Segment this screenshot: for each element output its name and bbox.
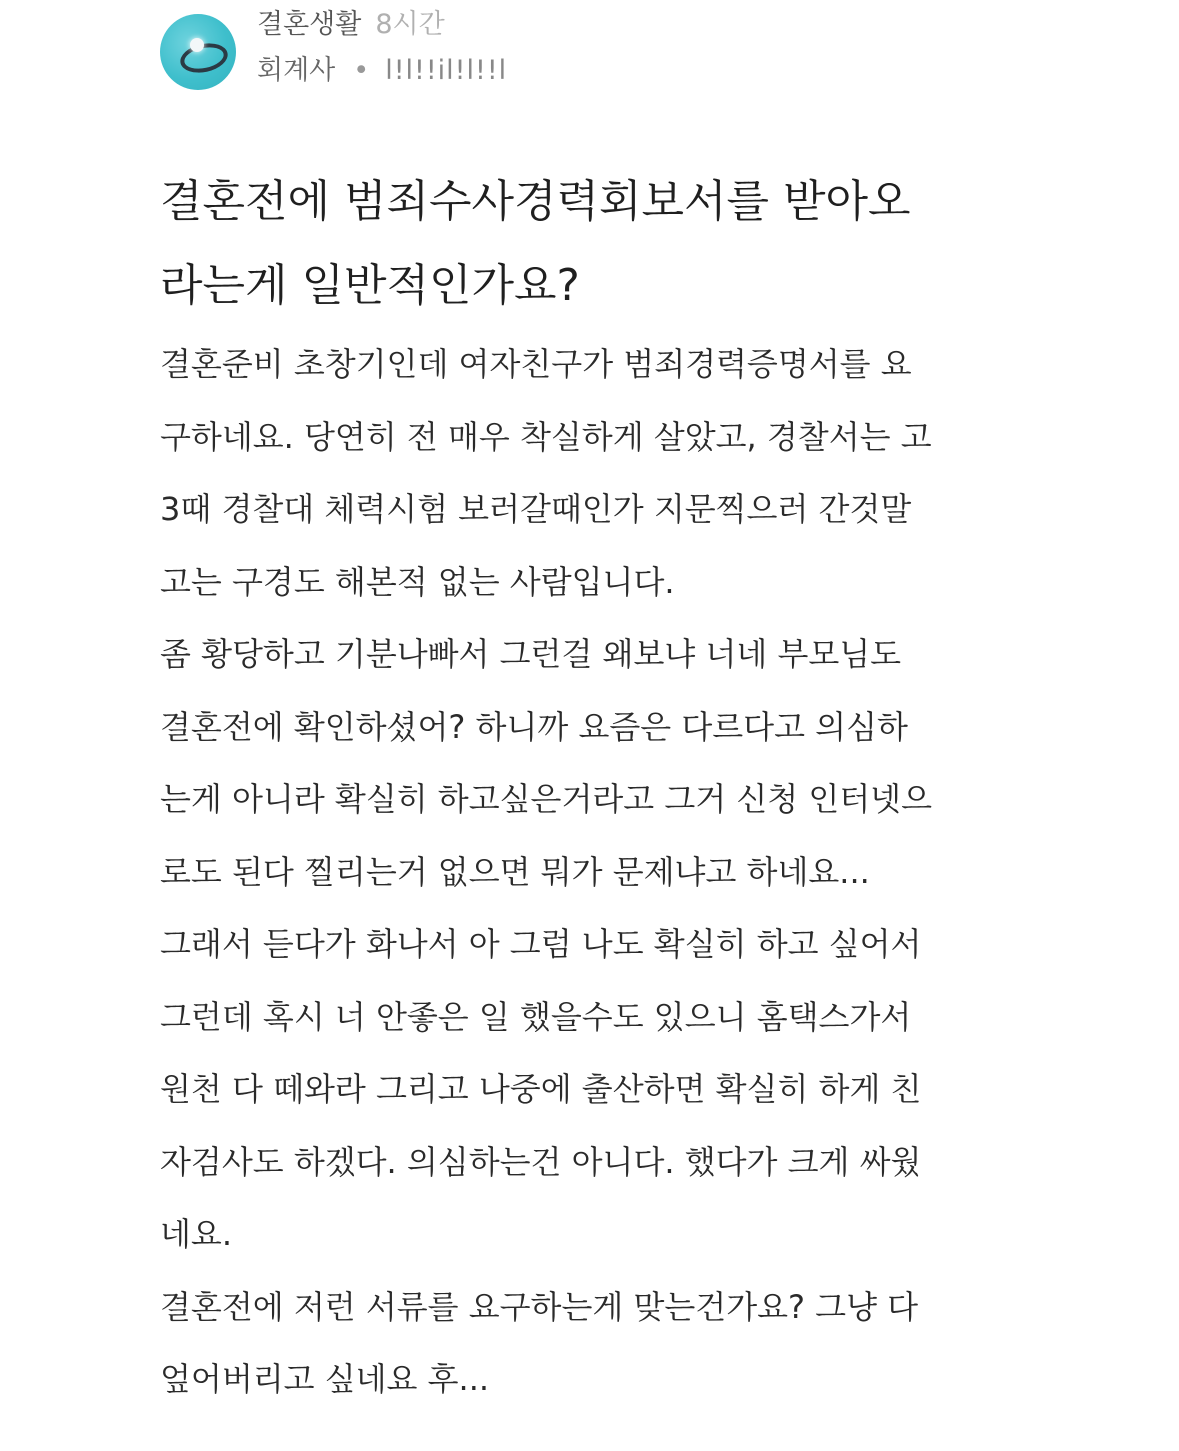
body-line: 3때 경찰대 체력시험 보러갈때인가 지문찍으러 간것말 [160, 490, 912, 528]
author-info [257, 54, 507, 88]
body-line: 그래서 듣다가 화나서 아 그럼 나도 확실히 하고 싶어서 [160, 925, 922, 963]
body-line: 엎어버리고 싶네요 후... [160, 1360, 490, 1398]
post-body [160, 328, 1040, 1416]
body-line: 로도 된다 찔리는거 없으면 뭐가 문제냐고 하네요... [160, 852, 870, 891]
body-line: 결혼전에 확인하셨어? 하니까 요즘은 다르다고 의심하 [160, 707, 908, 746]
diamond-icon [190, 38, 204, 52]
body-line: 좀 황당하고 기분나빠서 그런걸 왜보냐 너네 부모님도 [160, 635, 902, 673]
body-line: 원천 다 떼와라 그리고 나중에 출산하면 확실히 하게 친 [160, 1070, 922, 1108]
avatar[interactable] [160, 14, 236, 90]
body-line: 그런데 혹시 너 안좋은 일 했을수도 있으니 홈택스가서 [160, 997, 912, 1036]
body-line: 는게 아니라 확실히 하고싶은거라고 그거 신청 인터넷으 [160, 780, 933, 818]
body-line: 자검사도 하겠다. 의심하는건 아니다. 했다가 크게 싸웠 [160, 1142, 922, 1181]
body-line: 네요. [160, 1215, 232, 1253]
body-line: 결혼준비 초창기인데 여자친구가 범죄경력증명서를 요 [160, 345, 912, 383]
meta-separator: • [353, 55, 370, 86]
board-name[interactable]: 결혼생활 [257, 9, 362, 40]
post-meta [257, 8, 445, 42]
author-name[interactable]: l!l!!il!l!!l [385, 55, 508, 86]
post-header [160, 8, 1060, 86]
post-title-line: 라는게 일반적인가요? [160, 260, 580, 311]
body-line: 구하네요. 당연히 전 매우 착실하게 살았고, 경찰서는 고 [160, 417, 932, 456]
post-title-line: 결혼전에 범죄수사경력회보서를 받아오 [160, 176, 911, 227]
author-job: 회계사 [257, 55, 336, 86]
body-line: 고는 구경도 해본적 없는 사람입니다. [160, 562, 675, 601]
body-line: 결혼전에 저런 서류를 요구하는게 맞는건가요? 그냥 다 [160, 1287, 919, 1326]
ring-icon [178, 39, 231, 76]
post-time: 8시간 [375, 9, 445, 40]
post-title [160, 160, 1040, 328]
